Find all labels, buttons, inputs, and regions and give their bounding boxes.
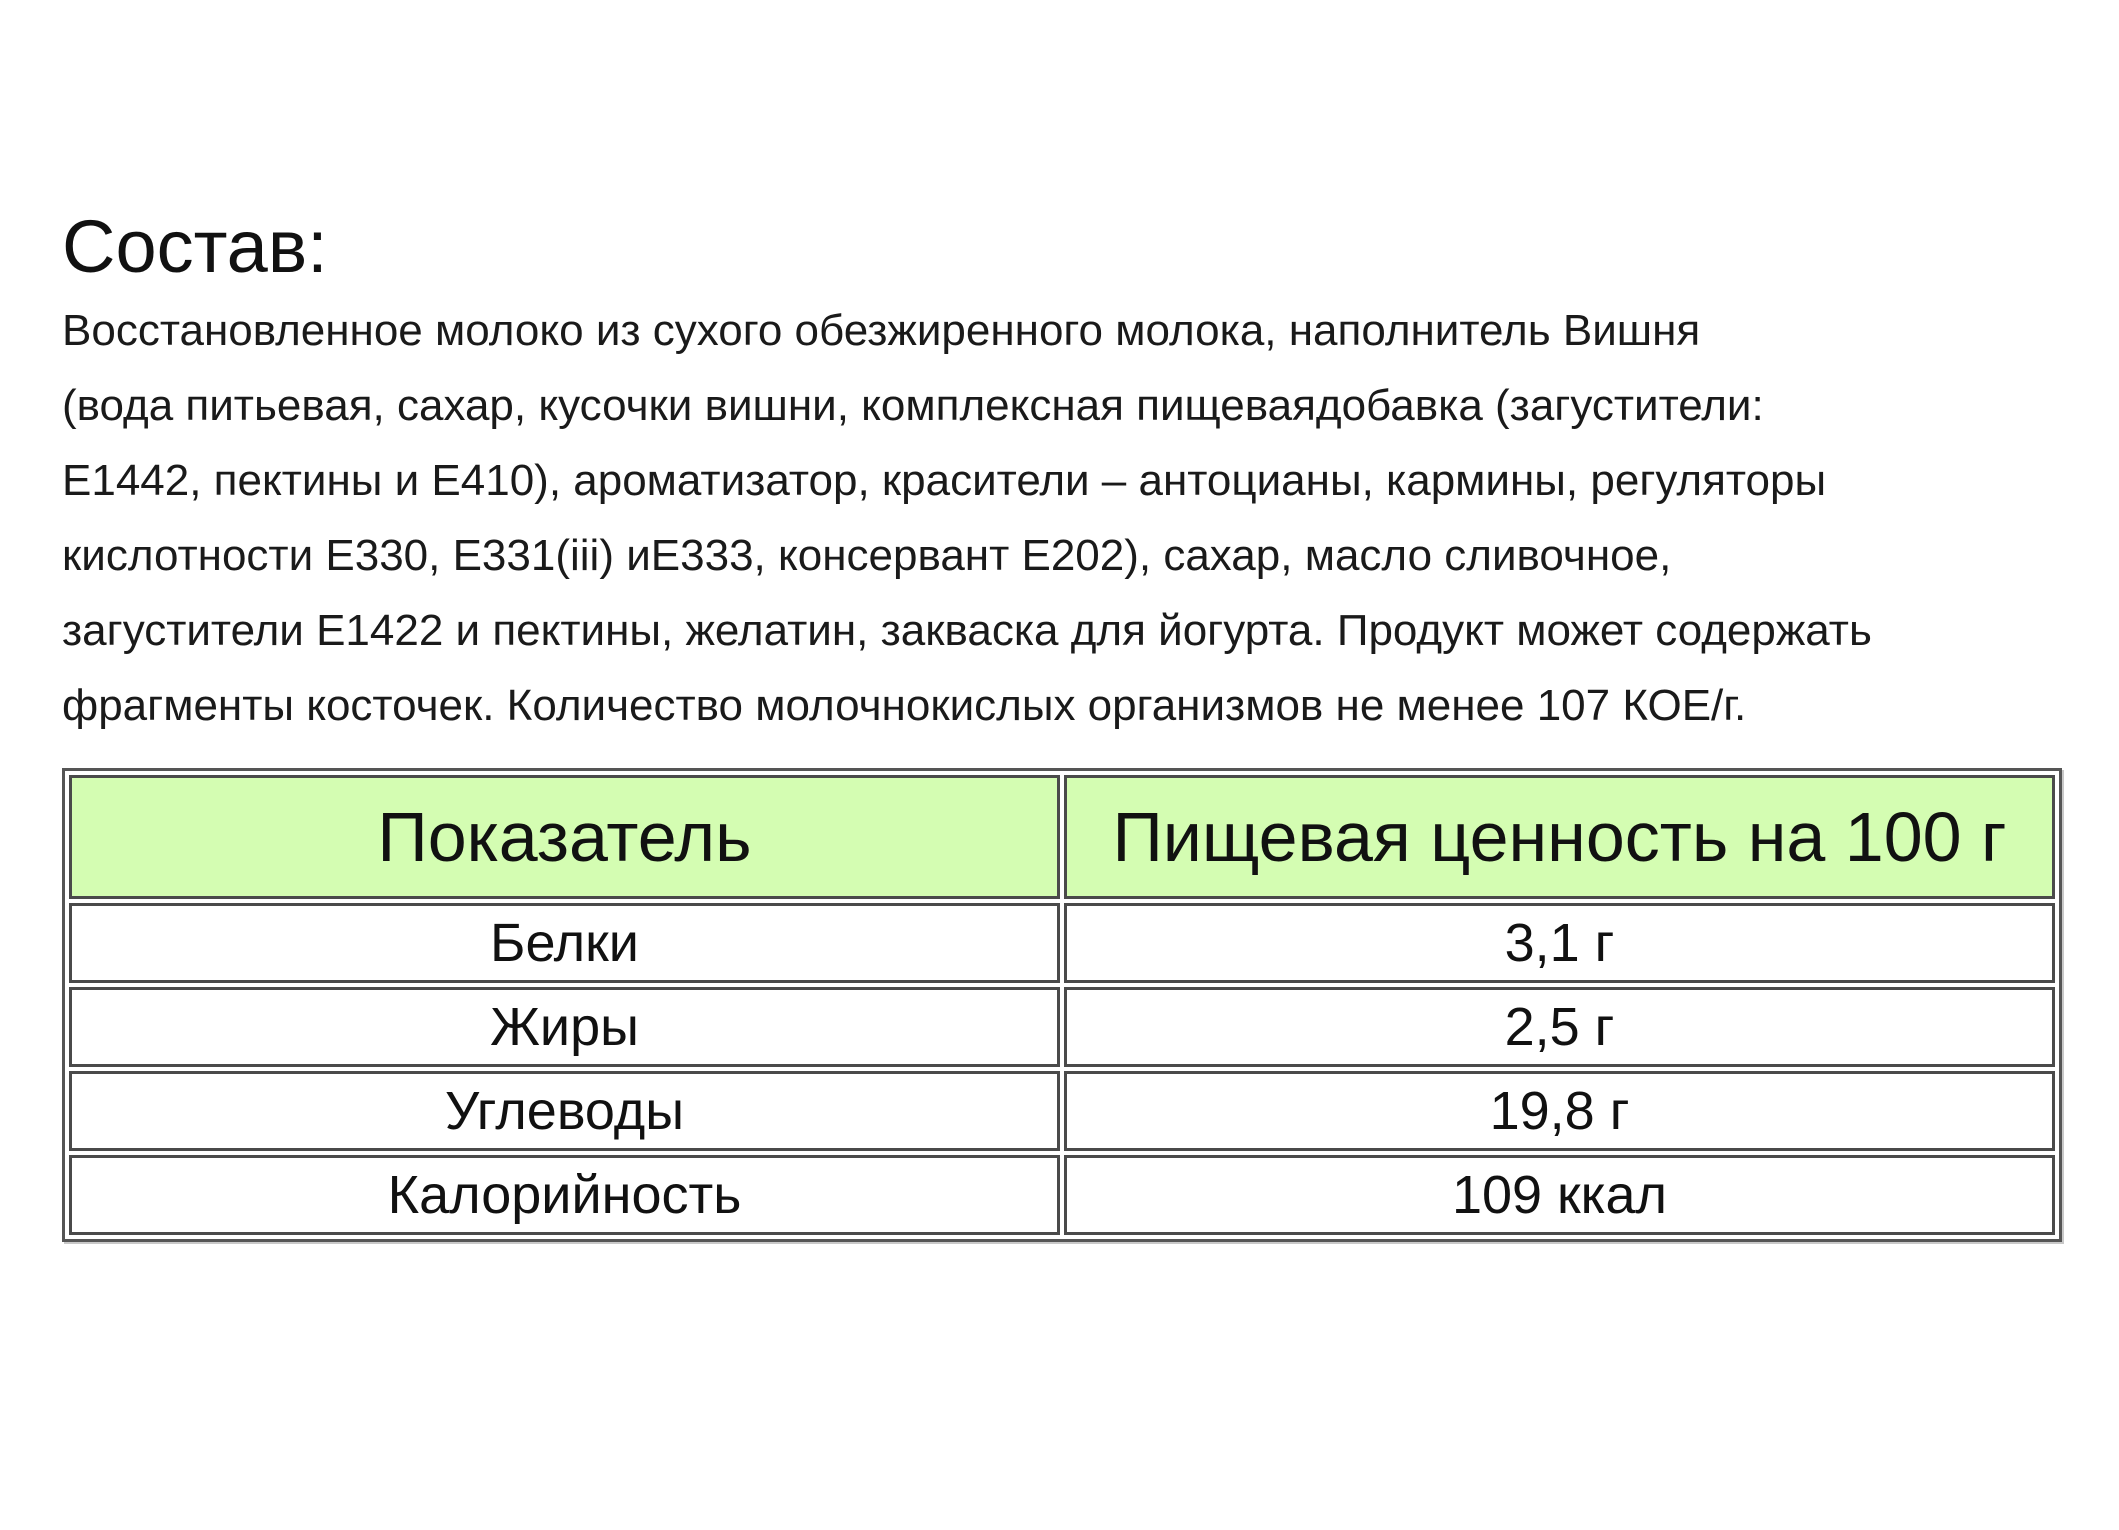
composition-line: Восстановленное молоко из сухого обезжиренного молока, наполнитель Вишня (62, 306, 1701, 355)
composition-line: фрагменты косточек. Количество молочнокислых организмов не менее 107 КОЕ/г. (62, 681, 1747, 730)
table-row (69, 987, 2055, 1067)
indicator-cell: Белки (69, 903, 1060, 983)
composition-text (62, 293, 2112, 743)
indicator-cell: Калорийность (69, 1155, 1060, 1235)
value-cell: 2,5 г (1064, 987, 2055, 1067)
table-row (69, 903, 2055, 983)
indicator-cell: Углеводы (69, 1071, 1060, 1151)
composition-line: кислотности Е330, Е331(iii) иЕ333, консервант Е202), сахар, масло сливочное, (62, 531, 1672, 580)
page-title: Состав: (62, 204, 328, 288)
value-cell: 3,1 г (1064, 903, 2055, 983)
value-cell: 19,8 г (1064, 1071, 2055, 1151)
header-indicator: Показатель (69, 775, 1060, 899)
composition-line: (вода питьевая, сахар, кусочки вишни, комплексная пищеваядобавка (загустители: (62, 381, 1764, 430)
header-nutrition-value: Пищевая ценность на 100 г (1064, 775, 2055, 899)
indicator-cell: Жиры (69, 987, 1060, 1067)
composition-line: загустители Е1422 и пектины, желатин, закваска для йогурта. Продукт может содержать (62, 606, 1872, 655)
table-row (69, 1155, 2055, 1235)
composition-line: Е1442, пектины и Е410), ароматизатор, красители – антоцианы, кармины, регуляторы (62, 456, 1827, 505)
table-row (69, 1071, 2055, 1151)
nutrition-table (62, 768, 2062, 1242)
value-cell: 109 ккал (1064, 1155, 2055, 1235)
table-header-row (69, 775, 2055, 899)
